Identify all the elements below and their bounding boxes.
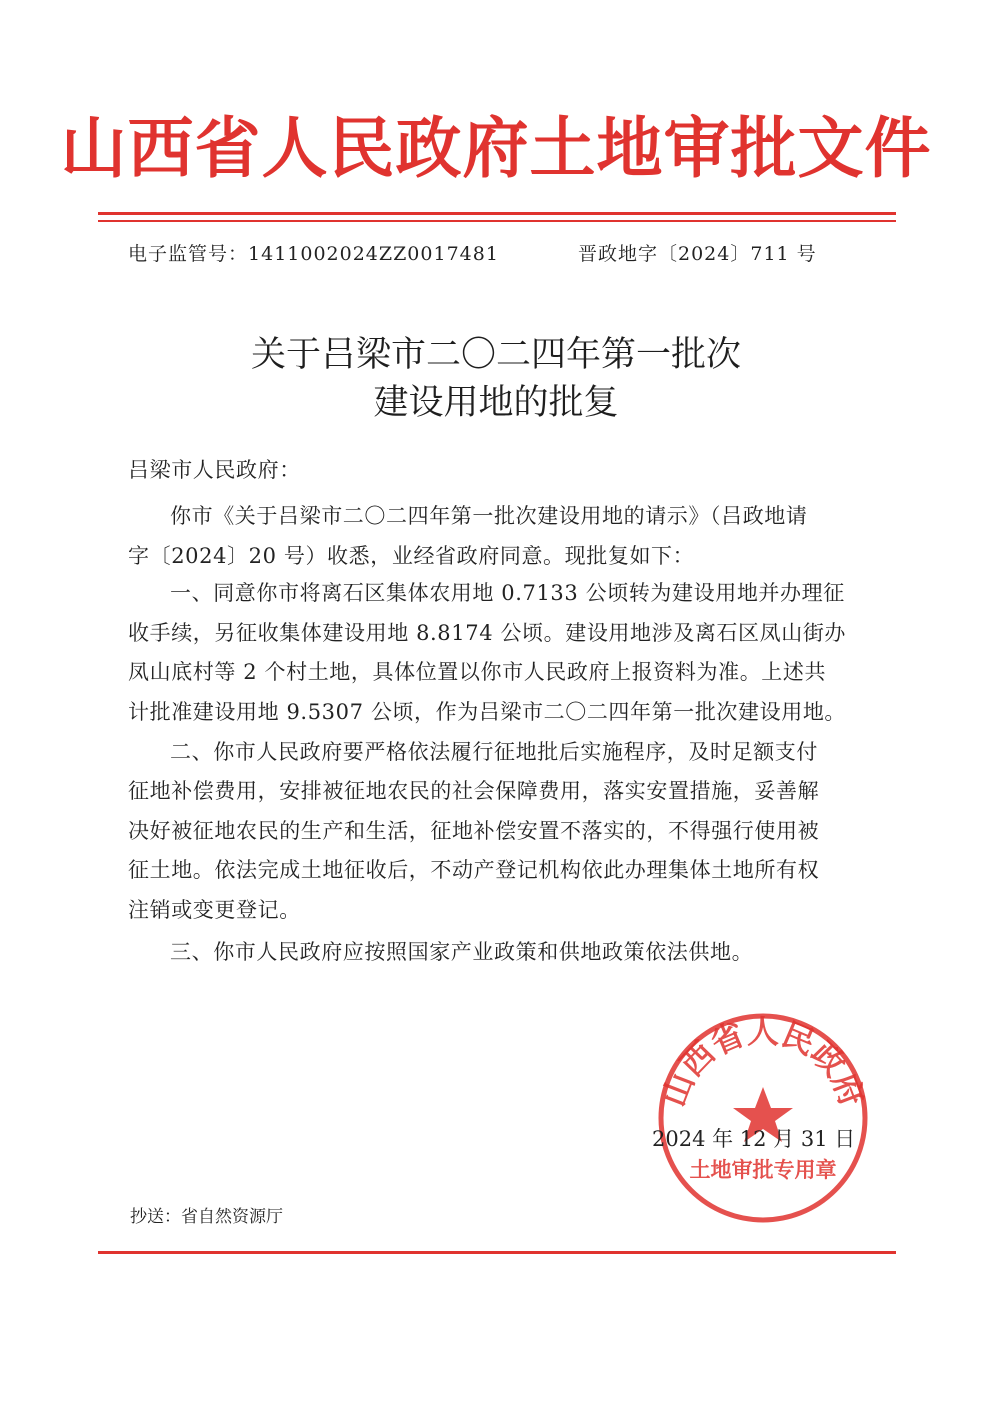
salutation: 吕梁市人民政府： xyxy=(128,458,301,482)
supervision-number xyxy=(128,240,499,268)
body-line: 征地补偿费用，安排被征地农民的社会保障费用，落实安置措施，妥善解 xyxy=(128,779,820,803)
body-line: 二、你市人民政府要严格依法履行征地批后实施程序，及时足额支付 xyxy=(170,740,818,764)
cc-recipients: 抄送：省自然资源厅 xyxy=(130,1207,283,1227)
body-line: 决好被征地农民的生产和生活，征地补偿安置不落实的，不得强行使用被 xyxy=(128,819,820,843)
svg-text:土地审批专用章: 土地审批专用章 xyxy=(689,1158,837,1182)
body-line: 计批准建设用地 9.5307 公顷，作为吕梁市二〇二四年第一批次建设用地。 xyxy=(128,700,847,724)
document-title-line-1: 关于吕梁市二〇二四年第一批次 xyxy=(250,335,741,375)
document-header-title: 山西省人民政府土地审批文件 xyxy=(60,109,932,187)
supervision-label: 电子监管号： xyxy=(128,243,249,265)
document-title-line-2: 建设用地的批复 xyxy=(373,383,619,423)
footer-rule xyxy=(98,1251,896,1254)
svg-text:山西省人民政府: 山西省人民政府 xyxy=(654,1012,872,1112)
body-line: 注销或变更登记。 xyxy=(128,898,301,922)
body-line: 三、你市人民政府应按照国家产业政策和供地政策依法供地。 xyxy=(170,940,754,964)
official-seal xyxy=(652,1007,874,1229)
body-line: 收手续，另征收集体建设用地 8.8174 公顷。建设用地涉及离石区凤山街办 xyxy=(128,621,847,645)
issue-date: 2024 年 12 月 31 日 xyxy=(652,1127,856,1151)
supervision-value: 1411002024ZZ0017481 xyxy=(248,243,499,265)
body-line: 字〔2024〕20 号）收悉，业经省政府同意。现批复如下： xyxy=(128,544,695,568)
header-rule-bottom xyxy=(98,220,896,222)
header-rule-top xyxy=(98,212,896,215)
body-line: 一、同意你市将离石区集体农用地 0.7133 公顷转为建设用地并办理征 xyxy=(170,581,845,605)
body-line: 凤山底村等 2 个村土地，具体位置以你市人民政府上报资料为准。上述共 xyxy=(128,660,827,684)
document-number: 晋政地字〔2024〕711 号 xyxy=(578,243,817,265)
body-line: 征土地。依法完成土地征收后，不动产登记机构依此办理集体土地所有权 xyxy=(128,858,820,882)
body-line: 你市《关于吕梁市二〇二四年第一批次建设用地的请示》（吕政地请 xyxy=(170,504,808,528)
